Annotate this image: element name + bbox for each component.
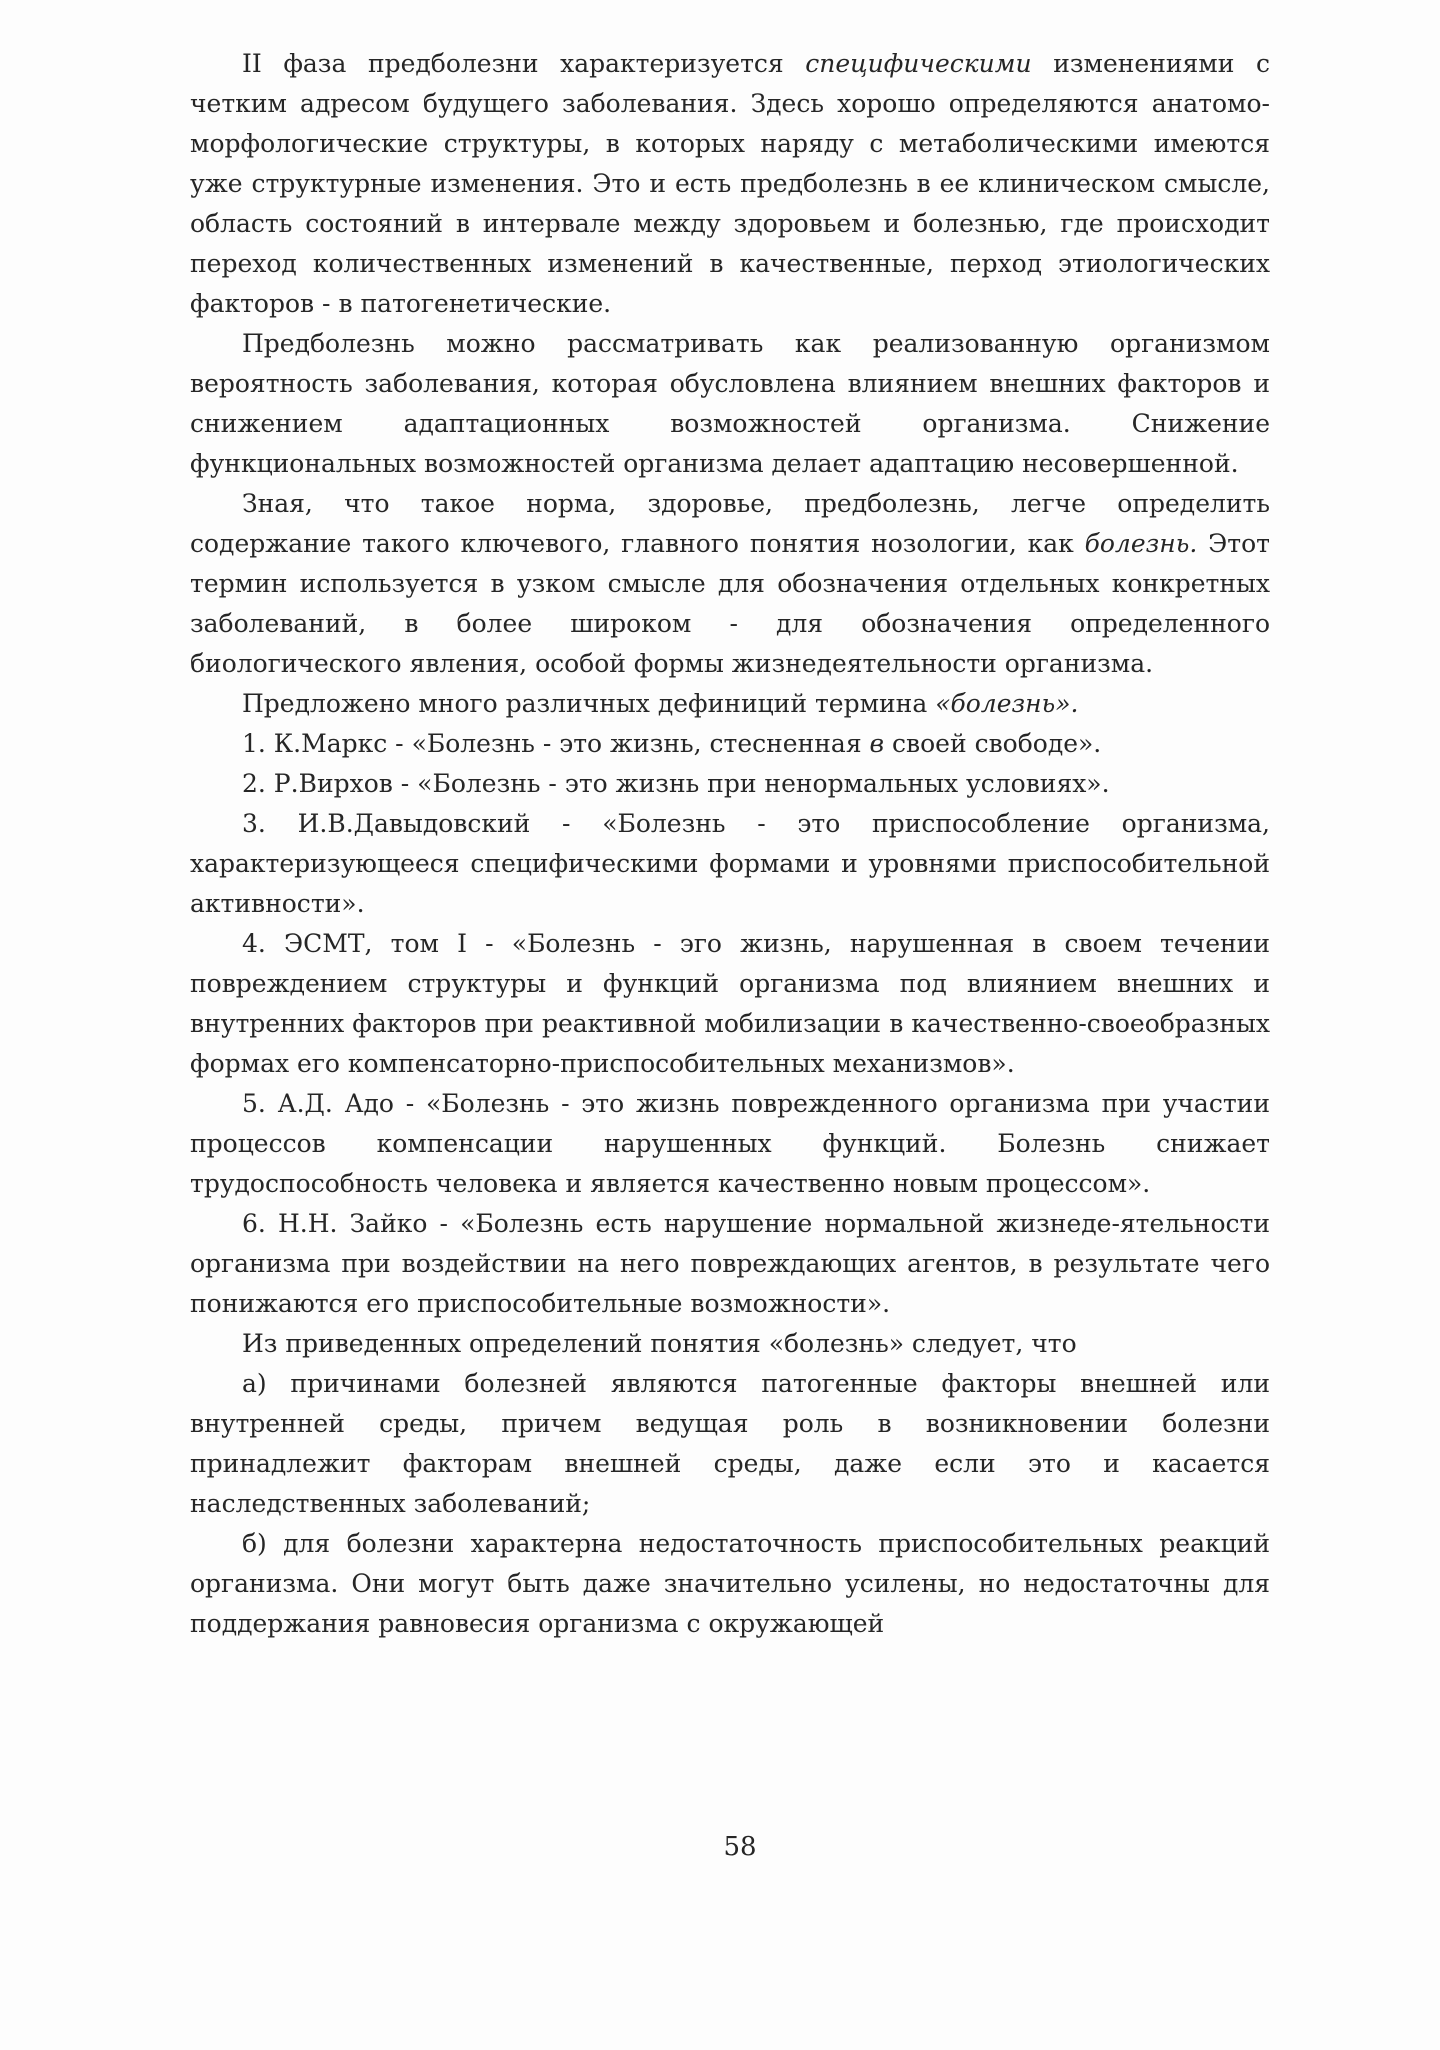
definition-item-5: 5. А.Д. Адо - «Болезнь - это жизнь поврежденного организма при участии процессов компенсации нарушенных функций. Болезнь снижает трудоспособность человека и является качественно новым процессом». xyxy=(190,1089,1270,1198)
paragraph-phase-two: II фаза предболезни характеризуется специфическими изменениями с четким адресом будущего заболевания. Здесь хорошо определяются анатомо-морфологические структуры, в которых наряду с метаболическими имеются уже структурные изменения. Это и есть предболезнь в ее клиническом смысле, область состояний в интервале между здоровьем и болезнью, где происходит переход количественных изменений в качественные, перход этиологических факторов - в патогенетические. xyxy=(190,49,1270,318)
definition-item-6: 6. Н.Н. Зайко - «Болезнь есть нарушение нормальной жизнеде-ятельности организма при воздействии на него повреждающих агентов, в результате чего понижаются его приспособительные возможности». xyxy=(190,1209,1270,1318)
page-number: 58 xyxy=(723,1832,757,1862)
conclusion-item-b: б) для болезни характерна недостаточность приспособительных реакций организма. Они могут быть даже значительно усилены, но недостаточны для поддержания равновесия организма с окружающей xyxy=(190,1529,1270,1638)
conclusion-item-a: а) причинами болезней являются патогенные факторы внешней или внутренней среды, причем ведущая роль в возникновении болезни принадлежит факторам внешней среды, даже если это и касается наследственных заболеваний; xyxy=(190,1369,1270,1518)
paragraph-conclusion-intro: Из приведенных определений понятия «болезнь» следует, что xyxy=(242,1329,1077,1358)
definition-item-4: 4. ЭСМТ, том I - «Болезнь - эго жизнь, нарушенная в своем течении повреждением структуры и функций организма под влиянием внешних и внутренних факторов при реактивной мобилизации в качественно-своеобразных формах его компенсаторно-приспособительных механизмов». xyxy=(190,929,1270,1078)
paragraph-definitions-intro: Предложено много различных дефиниций термина «болезнь». xyxy=(242,689,1079,718)
emphasis-in: в xyxy=(869,729,885,758)
emphasis-disease-quoted: «болезнь». xyxy=(935,689,1079,718)
emphasis-specific: специфическими xyxy=(805,49,1032,78)
body-text xyxy=(190,44,1270,1644)
definition-item-3: 3. И.В.Давыдовский - «Болезнь - это приспособление организма, характеризующееся специфическими формами и уровнями приспособительной активности». xyxy=(190,809,1270,918)
definition-item-1: 1. К.Маркс - «Болезнь - это жизнь, стесненная в своей свободе». xyxy=(242,729,1102,758)
paragraph-prediseases: Предболезнь можно рассматривать как реализованную организмом вероятность заболевания, которая обусловлена влиянием внешних факторов и снижением адаптационных возможностей организма. Снижение функциональных возможностей организма делает адаптацию несовершенной. xyxy=(190,329,1270,478)
definition-item-2: 2. Р.Вирхов - «Болезнь - это жизнь при ненормальных условиях». xyxy=(242,769,1110,798)
paragraph-disease-term: Зная, что такое норма, здоровье, предболезнь, легче определить содержание такого ключевого, главного понятия нозологии, как болезнь. Этот термин используется в узком смысле для обозначения отдельных конкретных заболеваний, в более широком - для обозначения определенного биологического явления, особой формы жизнедеятельности организма. xyxy=(190,489,1270,678)
emphasis-disease: болезнь. xyxy=(1084,529,1198,558)
